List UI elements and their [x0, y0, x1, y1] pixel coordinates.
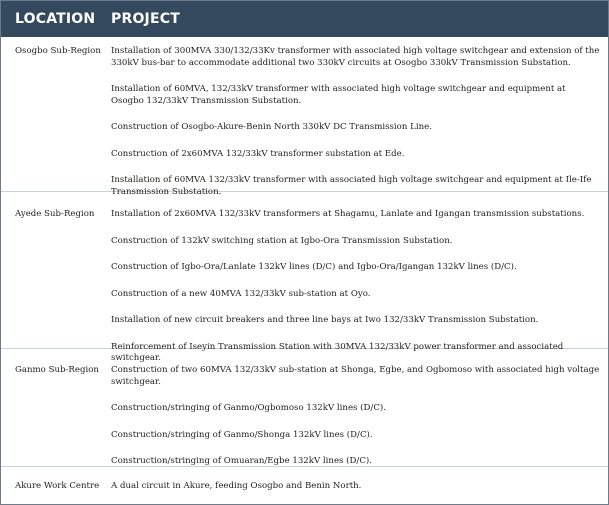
project-item: Construction/stringing of Omuaran/Egbe 132kV lines (D/C). [111, 456, 372, 466]
row-projects [111, 365, 601, 468]
row-location: Ganmo Sub-Region [15, 365, 99, 375]
column-header-project: PROJECT [111, 11, 180, 27]
column-header-location: LOCATION [15, 11, 96, 27]
row-location: Akure Work Centre [15, 481, 100, 491]
project-item: Construction of 2x60MVA 132/33kV transformer substation at Ede. [111, 148, 405, 159]
row-projects [111, 46, 601, 198]
project-item: Reinforcement of Iseyin Transmission Station with 30MVA 132/33kV power transformer and associated switchgear. [111, 341, 564, 363]
project-item: Construction of 132kV switching station at Igbo-Ora Transmission Substation. [111, 235, 453, 246]
table-row [1, 192, 608, 363]
table-header [1, 1, 608, 37]
project-item: Installation of 60MVA, 132/33kV transformer with associated high voltage switchgear and equipment at Osogbo 132/33kV Transmission Substation. [111, 84, 566, 106]
project-item: Construction/stringing of Ganmo/Shonga 132kV lines (D/C). [111, 429, 373, 440]
project-item: Construction of two 60MVA 132/33kV sub-station at Shonga, Egbe, and Ogbomoso with associated high voltage switchgear. [111, 365, 600, 387]
table-row [1, 349, 608, 467]
row-location: Osogbo Sub-Region [15, 46, 101, 56]
project-item: Construction of a new 40MVA 132/33kV sub-station at Oyo. [111, 288, 371, 299]
project-item: A dual circuit in Akure, feeding Osogbo and Benin North. [111, 481, 362, 491]
row-projects [111, 481, 601, 493]
row-projects [111, 209, 601, 365]
project-item: Installation of new circuit breakers and three line bays at Iwo 132/33kV Transmission Substation. [111, 315, 539, 325]
project-item: Construction of Igbo-Ora/Lanlate 132kV lines (D/C) and Igbo-Ora/Igangan 132kV lines (D/C). [111, 262, 517, 272]
project-item: Installation of 60MVA 132/33kV transformer with associated high voltage switchgear and equipment at Ile-Ife Transmission Substation. [111, 175, 592, 197]
project-item: Construction of Osogbo-Akure-Benin North 330kV DC Transmission Line. [111, 122, 432, 132]
project-item: Construction/stringing of Ganmo/Ogbomoso 132kV lines (D/C). [111, 403, 386, 413]
project-item: Installation of 2x60MVA 132/33kV transformers at Shagamu, Lanlate and Igangan transmission substations. [111, 209, 585, 219]
table-row [1, 467, 608, 504]
project-item: Installation of 300MVA 330/132/33Kv transformer with associated high voltage switchgear and extension of the 330kV bus-bar to accommodate additional two 330kV circuits at Osogbo 330kV Transmission Substation. [111, 46, 600, 68]
table-row [1, 37, 608, 197]
row-location: Ayede Sub-Region [15, 209, 95, 219]
